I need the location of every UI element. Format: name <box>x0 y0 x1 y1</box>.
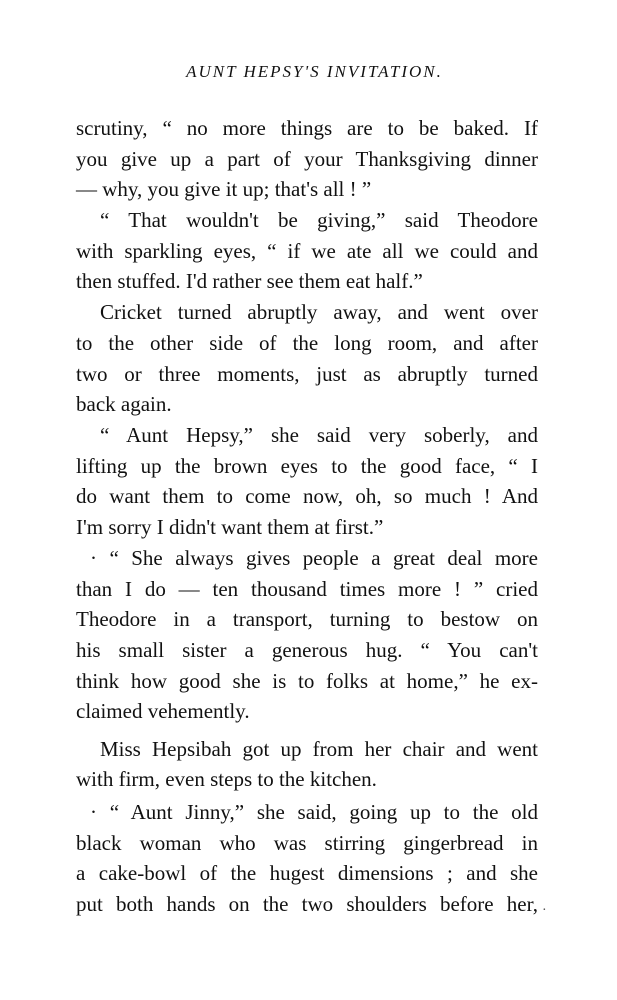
stray-mark: · <box>542 903 547 918</box>
text-line: Miss Hepsibah got up from her chair and went <box>100 737 538 761</box>
text-line: — why, you give it up; that's all ! ” <box>76 177 372 201</box>
text-line: Cricket turned abruptly away, and went over <box>100 300 538 324</box>
text-line: two or three moments, just as abruptly turned <box>76 362 538 386</box>
text-line: · “ She always gives people a great deal more <box>90 546 538 570</box>
text-line: Theodore in a transport, turning to bestow on <box>76 607 538 631</box>
text-line: lifting up the brown eyes to the good face, “ I <box>76 454 538 478</box>
text-line: black woman who was stirring gingerbread in <box>76 831 538 855</box>
text-line: than I do — ten thousand times more ! ” cried <box>76 577 538 601</box>
text-line: to the other side of the long room, and after <box>76 331 538 355</box>
running-head: AUNT HEPSY'S INVITATION. <box>186 62 443 81</box>
text-line: scrutiny, “ no more things are to be baked. If <box>76 116 538 140</box>
text-line: put both hands on the two shoulders before her, <box>76 892 538 916</box>
text-line: with sparkling eyes, “ if we ate all we could and <box>76 239 538 263</box>
text-line: I'm sorry I didn't want them at first.” <box>76 515 384 539</box>
text-line: claimed vehemently. <box>76 699 250 723</box>
text-line: then stuffed. I'd rather see them eat half.” <box>76 269 423 293</box>
text-line: · “ Aunt Jinny,” she said, going up to the old <box>90 800 538 824</box>
text-line: with firm, even steps to the kitchen. <box>76 767 377 791</box>
text-line: think how good she is to folks at home,” he ex- <box>76 669 538 693</box>
text-line: “ Aunt Hepsy,” she said very soberly, and <box>100 423 538 447</box>
text-line: a cake-bowl of the hugest dimensions ; and she <box>76 861 538 885</box>
text-line: you give up a part of your Thanksgiving dinner <box>76 147 538 171</box>
text-line: his small sister a generous hug. “ You can't <box>76 638 538 662</box>
text-line: “ That wouldn't be giving,” said Theodore <box>100 208 538 232</box>
text-line: back again. <box>76 392 172 416</box>
text-line: do want them to come now, oh, so much ! And <box>76 484 538 508</box>
